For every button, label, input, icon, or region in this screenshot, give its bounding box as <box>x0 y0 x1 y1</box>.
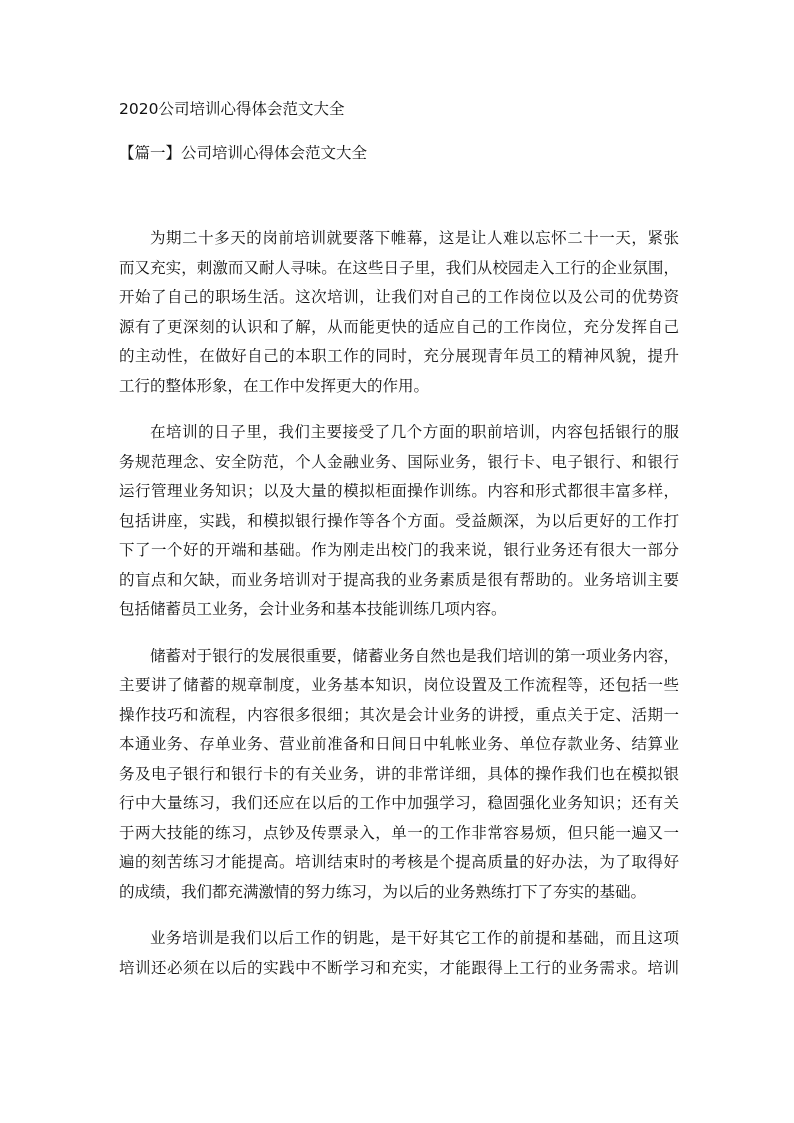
paragraph-3 <box>119 642 679 908</box>
paragraph-line: 包括储蓄员工业务，会计业务和基本技能训练几项内容。 <box>119 600 507 618</box>
paragraph-line: 务及电子银行和银行卡的有关业务，讲的非常详细，具体的操作我们也在模拟银 <box>119 764 679 783</box>
paragraph-line: 的主动性，在做好自己的本职工作的同时，充分展现青年员工的精神风貌，提升 <box>119 347 679 365</box>
paragraph-line: 运行管理业务知识；以及大量的模拟柜面操作训练。内容和形式都很丰富多样， <box>119 482 679 500</box>
document-body <box>119 224 679 1000</box>
paragraph-line: 本通业务、存单业务、营业前准备和日间日中轧帐业务、单位存款业务、结算业 <box>119 735 679 753</box>
paragraph-line: 包括讲座，实践，和模拟银行操作等各个方面。受益颇深，为以后更好的工作打 <box>119 511 679 530</box>
paragraph-1 <box>119 224 679 401</box>
paragraph-line: 培训还必须在以后的实践中不断学习和充实，才能跟得上工行的业务需求。培训 <box>119 958 679 977</box>
paragraph-line: 开始了自己的职场生活。这次培训，让我们对自己的工作岗位以及公司的优势资 <box>119 288 679 306</box>
paragraph-line: 业务培训是我们以后工作的钥匙，是干好其它工作的前提和基础，而且这项 <box>150 929 679 947</box>
paragraph-line: 在培训的日子里，我们主要接受了几个方面的职前培训，内容包括银行的服 <box>150 423 679 441</box>
paragraph-4 <box>119 924 679 983</box>
paragraph-2 <box>119 418 679 625</box>
paragraph-line: 务规范理念、安全防范，个人金融业务、国际业务，银行卡、电子银行、和银行 <box>119 452 679 471</box>
paragraph-line: 于两大技能的练习，点钞及传票录入，单一的工作非常容易烦，但只能一遍又一 <box>119 823 679 842</box>
paragraph-line: 遍的刻苦练习才能提高。培训结束时的考核是个提高质量的好办法，为了取得好 <box>119 853 679 871</box>
paragraph-line: 源有了更深刻的认识和了解，从而能更快的适应自己的工作岗位，充分发挥自己 <box>119 317 679 336</box>
document-title: 2020公司培训心得体会范文大全 <box>119 100 345 118</box>
section-title: 【篇一】公司培训心得体会范文大全 <box>119 144 368 162</box>
paragraph-line: 为期二十多天的岗前培训就要落下帷幕，这是让人难以忘怀二十一天，紧张 <box>150 229 679 247</box>
paragraph-line: 储蓄对于银行的发展很重要，储蓄业务自然也是我们培训的第一项业务内容， <box>150 646 679 665</box>
paragraph-line: 行中大量练习，我们还应在以后的工作中加强学习，稳固强化业务知识；还有关 <box>119 794 679 812</box>
paragraph-line: 操作技巧和流程，内容很多很细；其次是会计业务的讲授，重点关于定、活期一 <box>119 705 679 724</box>
paragraph-line: 的成绩，我们都充满激情的努力练习，为以后的业务熟练打下了夯实的基础。 <box>119 882 647 901</box>
paragraph-line: 下了一个好的开端和基础。作为刚走出校门的我来说，银行业务还有很大一部分 <box>119 541 679 559</box>
paragraph-line: 而又充实，刺激而又耐人寻味。在这些日子里，我们从校园走入工行的企业氛围， <box>119 258 679 277</box>
paragraph-line: 的盲点和欠缺，而业务培训对于提高我的业务素质是很有帮助的。业务培训主要 <box>119 570 679 589</box>
paragraph-line: 主要讲了储蓄的规章制度，业务基本知识，岗位设置及工作流程等，还包括一些 <box>119 676 679 694</box>
paragraph-line: 工行的整体形象，在工作中发挥更大的作用。 <box>119 376 430 395</box>
